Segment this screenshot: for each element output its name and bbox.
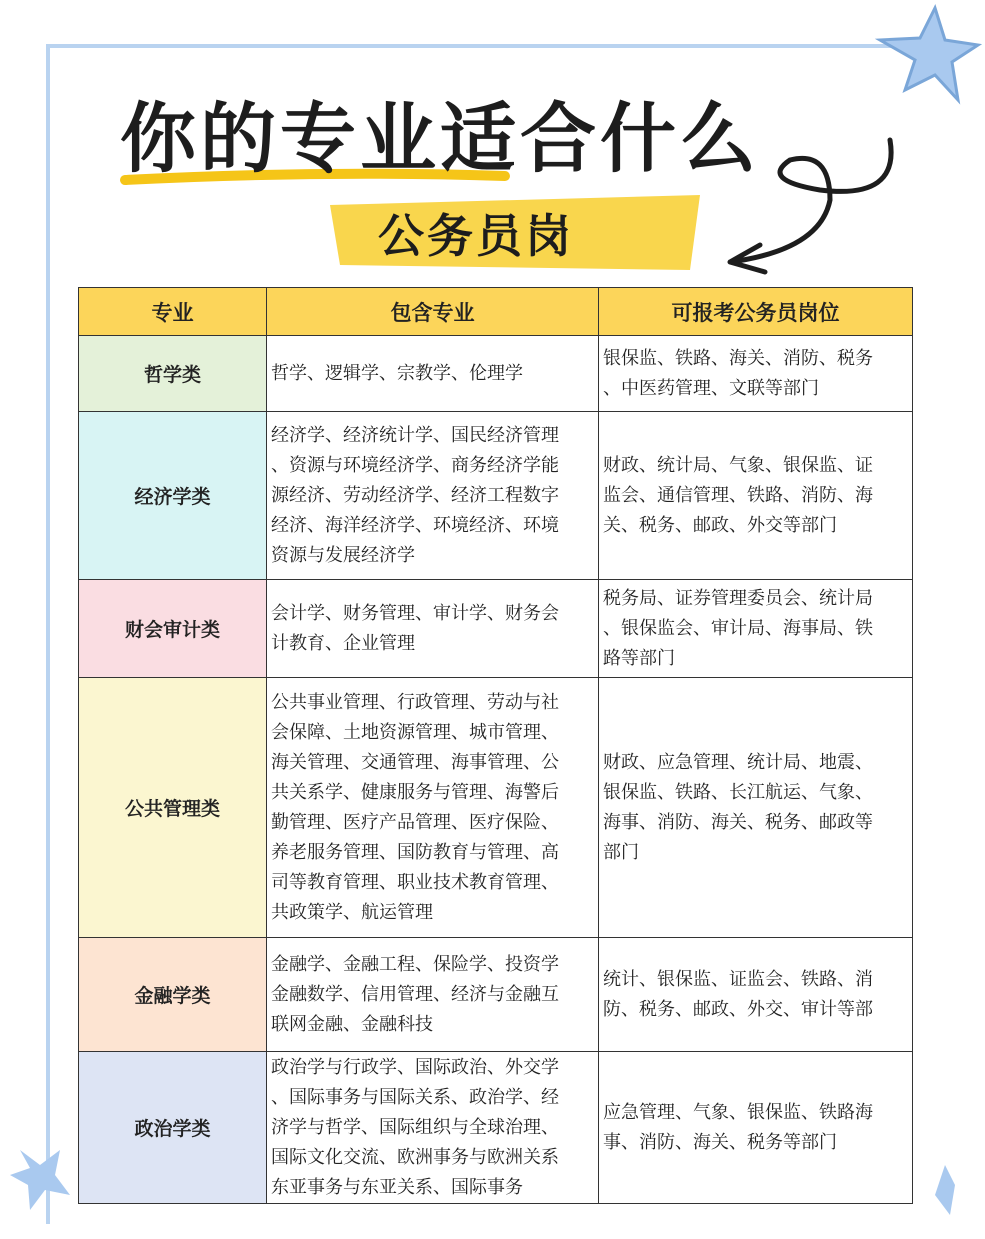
- posts-cell: [599, 336, 913, 412]
- category-cell: 财会审计类: [79, 580, 267, 678]
- text-line: 资源与发展经济学: [271, 544, 415, 566]
- star-icon: [935, 1165, 955, 1215]
- text-line: 计教育、企业管理: [271, 632, 415, 654]
- majors-cell: [267, 336, 599, 412]
- text-line: 会计学、财务管理、审计学、财务会: [271, 602, 559, 624]
- text-line: 源经济、劳动经济学、经济工程数字: [271, 484, 559, 506]
- text-line: 税务局、证券管理委员会、统计局: [603, 587, 873, 609]
- page-subtitle: 公务员岗: [378, 209, 574, 263]
- table-row: [79, 336, 913, 412]
- text-line: 哲学、逻辑学、宗教学、伦理学: [271, 362, 523, 384]
- category-cell: 经济学类: [79, 412, 267, 580]
- table-row: [79, 580, 913, 678]
- text-line: 银保监、铁路、长江航运、气象、: [603, 781, 873, 803]
- header-included: 包含专业: [267, 288, 599, 336]
- category-cell: 公共管理类: [79, 678, 267, 938]
- text-line: 应急管理、气象、银保监、铁路海: [603, 1101, 873, 1123]
- table-row: [79, 412, 913, 580]
- text-line: 、中医药管理、文联等部门: [603, 377, 819, 399]
- page-title: 你的专业适合什么: [120, 94, 760, 183]
- text-line: 财政、应急管理、统计局、地震、: [603, 751, 873, 773]
- text-line: 联网金融、金融科技: [271, 1013, 433, 1035]
- star-icon: [10, 1150, 70, 1210]
- text-line: 银保监、铁路、海关、消防、税务: [603, 347, 873, 369]
- text-line: 监会、通信管理、铁路、消防、海: [603, 484, 873, 506]
- text-line: 勤管理、医疗产品管理、医疗保险、: [271, 811, 559, 833]
- majors-cell: [267, 1052, 599, 1204]
- text-line: 共关系学、健康服务与管理、海警后: [271, 781, 559, 803]
- text-line: 经济学、经济统计学、国民经济管理: [271, 424, 559, 446]
- posts-cell: [599, 412, 913, 580]
- posts-cell: [599, 580, 913, 678]
- text-line: 金融数学、信用管理、经济与金融互: [271, 983, 559, 1005]
- category-cell: 哲学类: [79, 336, 267, 412]
- text-line: 、国际事务与国际关系、政治学、经: [271, 1086, 559, 1108]
- table-row: [79, 1052, 913, 1204]
- text-line: 关、税务、邮政、外交等部门: [603, 514, 837, 536]
- majors-cell: [267, 678, 599, 938]
- category-cell: 政治学类: [79, 1052, 267, 1204]
- majors-cell: [267, 412, 599, 580]
- table-row: [79, 678, 913, 938]
- text-line: 司等教育管理、职业技术教育管理、: [271, 871, 559, 893]
- text-line: 养老服务管理、国防教育与管理、高: [271, 841, 559, 863]
- text-line: 、资源与环境经济学、商务经济学能: [271, 454, 559, 476]
- text-line: 财政、统计局、气象、银保监、证: [603, 454, 873, 476]
- text-line: 防、税务、邮政、外交、审计等部: [603, 998, 873, 1020]
- text-line: 、银保监会、审计局、海事局、铁: [603, 617, 873, 639]
- header-posts: 可报考公务员岗位: [599, 288, 913, 336]
- text-line: 政治学与行政学、国际政治、外交学: [271, 1056, 559, 1078]
- text-line: 经济、海洋经济学、环境经济、环境: [271, 514, 559, 536]
- text-line: 海事、消防、海关、税务、邮政等: [603, 811, 873, 833]
- category-cell: 金融学类: [79, 938, 267, 1052]
- table-row: [79, 938, 913, 1052]
- text-line: 路等部门: [603, 647, 675, 669]
- text-line: 东亚事务与东亚关系、国际事务: [271, 1176, 523, 1198]
- text-line: 国际文化交流、欧洲事务与欧洲关系: [271, 1146, 559, 1168]
- star-icon: [880, 8, 978, 100]
- text-line: 事、消防、海关、税务等部门: [603, 1131, 837, 1153]
- posts-cell: [599, 1052, 913, 1204]
- majors-cell: [267, 938, 599, 1052]
- header-major: 专业: [79, 288, 267, 336]
- text-line: 部门: [603, 841, 639, 863]
- text-line: 海关管理、交通管理、海事管理、公: [271, 751, 559, 773]
- text-line: 共政策学、航运管理: [271, 901, 433, 923]
- major-table: [78, 287, 913, 1204]
- text-line: 公共事业管理、行政管理、劳动与社: [271, 691, 559, 713]
- majors-cell: [267, 580, 599, 678]
- posts-cell: [599, 678, 913, 938]
- text-line: 济学与哲学、国际组织与全球治理、: [271, 1116, 559, 1138]
- text-line: 金融学、金融工程、保险学、投资学: [271, 953, 559, 975]
- text-line: 会保障、土地资源管理、城市管理、: [271, 721, 559, 743]
- posts-cell: [599, 938, 913, 1052]
- text-line: 统计、银保监、证监会、铁路、消: [603, 968, 873, 990]
